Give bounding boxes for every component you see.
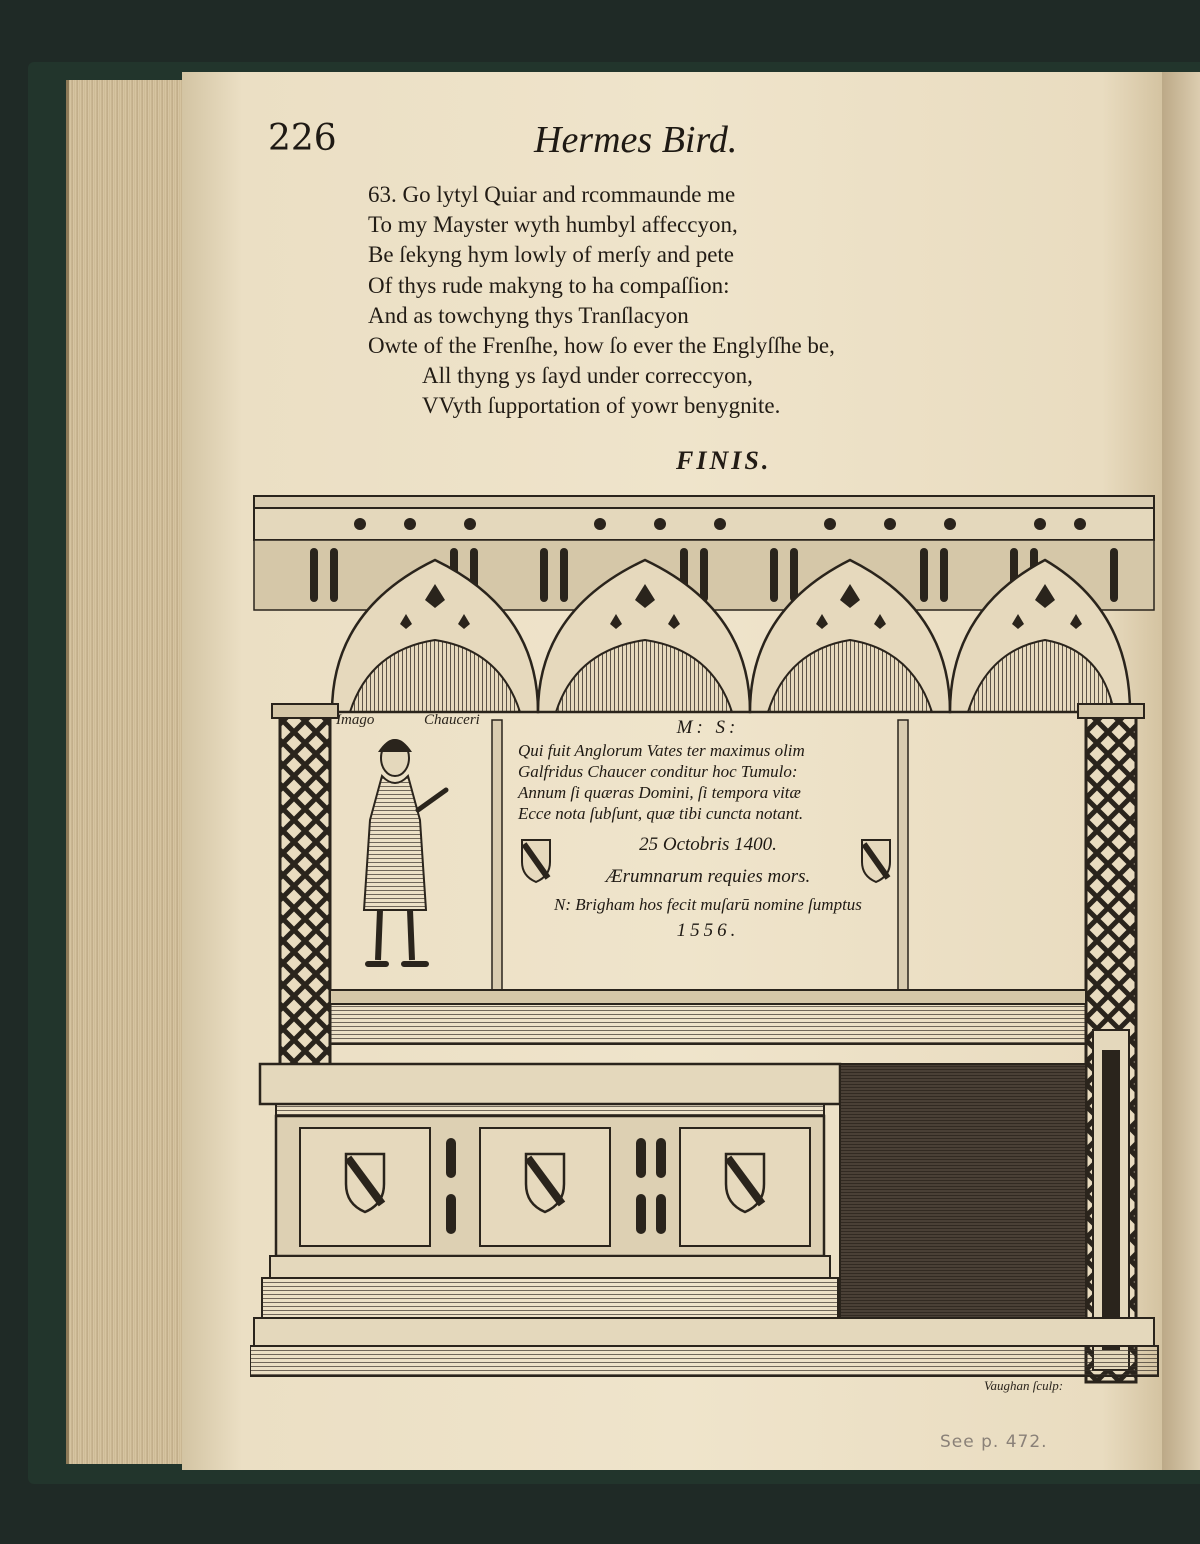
verse-line: To my Mayster wyth humbyl affeccyon, bbox=[368, 212, 738, 238]
epitaph-year: 1556. bbox=[676, 920, 740, 941]
engraver-signature: Vaughan ſculp: bbox=[984, 1378, 1064, 1393]
chaucer-figure bbox=[364, 739, 446, 964]
epitaph-line: Qui fuit Anglorum Vates ter maximus olim bbox=[518, 741, 805, 760]
epitaph-line: Annum ſi quæras Domini, ſi tempora vitæ bbox=[518, 783, 801, 802]
epitaph-line: Galfridus Chaucer conditur hoc Tumulo: bbox=[518, 762, 798, 781]
pencil-annotation: See p. 472. bbox=[940, 1432, 1048, 1452]
epitaph-date: 25 Octobris 1400. bbox=[639, 834, 777, 855]
epitaph-motto: Ærumnarum requies mors. bbox=[605, 866, 811, 887]
label-chauceri: Chauceri bbox=[424, 712, 480, 728]
verse-line: VVyth ſupportation of yowr benygnite. bbox=[422, 393, 781, 419]
verse-line: Owte of the Frenſhe, how ſo ever the Englyſſhe be, bbox=[368, 333, 835, 359]
verse-line: Of thys rude makyng to ha compaſſion: bbox=[368, 272, 730, 298]
running-head: Hermes Bird. bbox=[534, 119, 738, 161]
facing-page-edge bbox=[1162, 72, 1200, 1470]
epitaph-line: Ecce nota ſubſunt, quæ tibi cuncta notant. bbox=[518, 804, 804, 823]
page-edges bbox=[66, 80, 199, 1464]
epitaph-panel bbox=[512, 716, 904, 986]
epitaph-ms: M: S: bbox=[676, 717, 740, 738]
verse-line: And as towchyng thys Tranſlacyon bbox=[368, 302, 689, 328]
page-number: 226 bbox=[268, 118, 337, 159]
label-imago: Imago bbox=[336, 712, 375, 728]
finis-mark: FINIS. bbox=[676, 446, 772, 475]
verse-line: 63. Go lytyl Quiar and rcommaunde me bbox=[368, 182, 736, 207]
verse-line: All thyng ys ſayd under correccyon, bbox=[422, 363, 753, 389]
epitaph-donor: N: Brigham hos fecit muſarū nomine ſumptus bbox=[554, 895, 862, 914]
verse-stanza bbox=[368, 180, 928, 422]
verse-line: Be ſekyng hym lowly of merſy and pete bbox=[368, 242, 735, 268]
